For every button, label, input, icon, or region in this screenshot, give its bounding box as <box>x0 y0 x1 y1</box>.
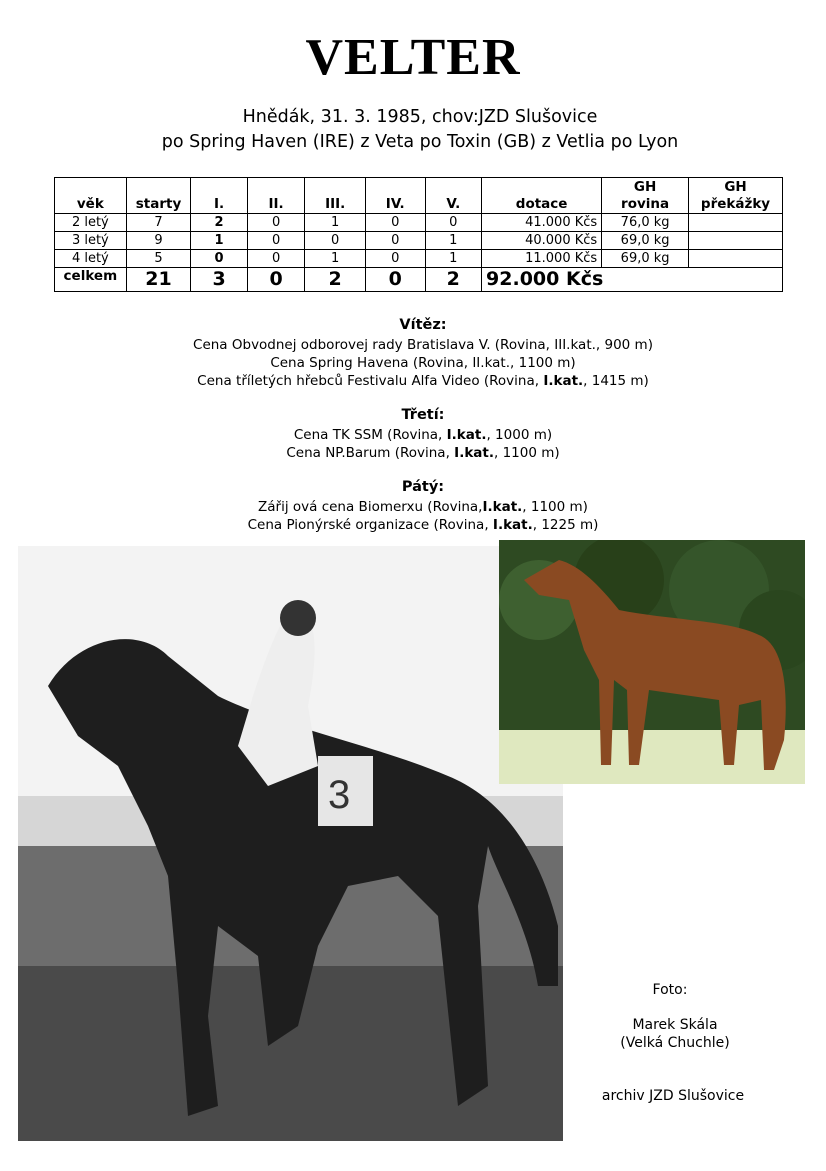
col-gh-hurdles: GH překážky <box>689 178 783 214</box>
fifth-heading: Pátý: <box>401 479 445 495</box>
table-header-row <box>55 178 783 214</box>
col-4th: IV. <box>365 178 425 214</box>
race-stats-table <box>54 177 783 292</box>
col-prize: dotace <box>482 178 602 214</box>
bay-horse-image <box>499 540 805 784</box>
race-line: Cena Pionýrské organizace (Rovina, I.kat., 1225 m) <box>247 517 599 533</box>
table-row: 2 letý 7 2 0 1 0 0 41.000 Kčs 76,0 kg <box>55 214 783 232</box>
fifth-section <box>0 478 826 534</box>
horse-details: Hnědák, 31. 3. 1985, chov:JZD Slušovice <box>242 107 598 127</box>
col-gh-flat: GH rovina <box>602 178 689 214</box>
race-line: Cena TK SSM (Rovina, I.kat., 1000 m) <box>293 427 553 443</box>
race-line: Cena tříletých hřebců Festivalu Alfa Video (Rovina, I.kat., 1415 m) <box>197 373 649 389</box>
photo-label: Foto: <box>652 982 688 998</box>
photographer-place: (Velká Chuchle) <box>620 1035 730 1051</box>
table-row: 3 letý 9 1 0 0 0 1 40.000 Kčs 69,0 kg <box>55 232 783 250</box>
horse-with-jockey-image <box>18 546 563 1141</box>
race-horse-photo <box>18 546 563 1141</box>
winner-heading: Vítěz: <box>399 317 447 333</box>
third-heading: Třetí: <box>401 407 445 423</box>
col-1st: I. <box>191 178 248 214</box>
horse-pedigree: po Spring Haven (IRE) z Veta po Toxin (GB) z Vetlia po Lyon <box>161 132 679 152</box>
third-section <box>0 406 826 462</box>
race-line: Zářij ová cena Biomerxu (Rovina,I.kat., 1100 m) <box>258 499 588 515</box>
archive-credit: archiv JZD Slušovice <box>601 1088 745 1104</box>
col-2nd: II. <box>247 178 305 214</box>
col-age: věk <box>55 178 127 214</box>
race-line: Cena Obvodnej odborovej rady Bratislava V. (Rovina, III.kat., 900 m) <box>193 337 653 353</box>
page-title: VELTER <box>305 29 521 86</box>
col-5th: V. <box>425 178 482 214</box>
table-row: 4 letý 5 0 0 1 0 1 11.000 Kčs 69,0 kg <box>55 250 783 268</box>
col-3rd: III. <box>305 178 366 214</box>
photographer-name: Marek Skála <box>632 1017 718 1033</box>
table-total-row: celkem 21 3 0 2 0 2 92.000 Kčs <box>55 268 783 292</box>
winner-section <box>0 316 826 390</box>
race-line: Cena Spring Havena (Rovina, II.kat., 1100 m) <box>270 355 576 371</box>
race-line: Cena NP.Barum (Rovina, I.kat., 1100 m) <box>286 445 560 461</box>
svg-text:3: 3 <box>328 773 351 817</box>
horse-portrait-photo <box>499 540 805 784</box>
col-starts: starty <box>126 178 191 214</box>
